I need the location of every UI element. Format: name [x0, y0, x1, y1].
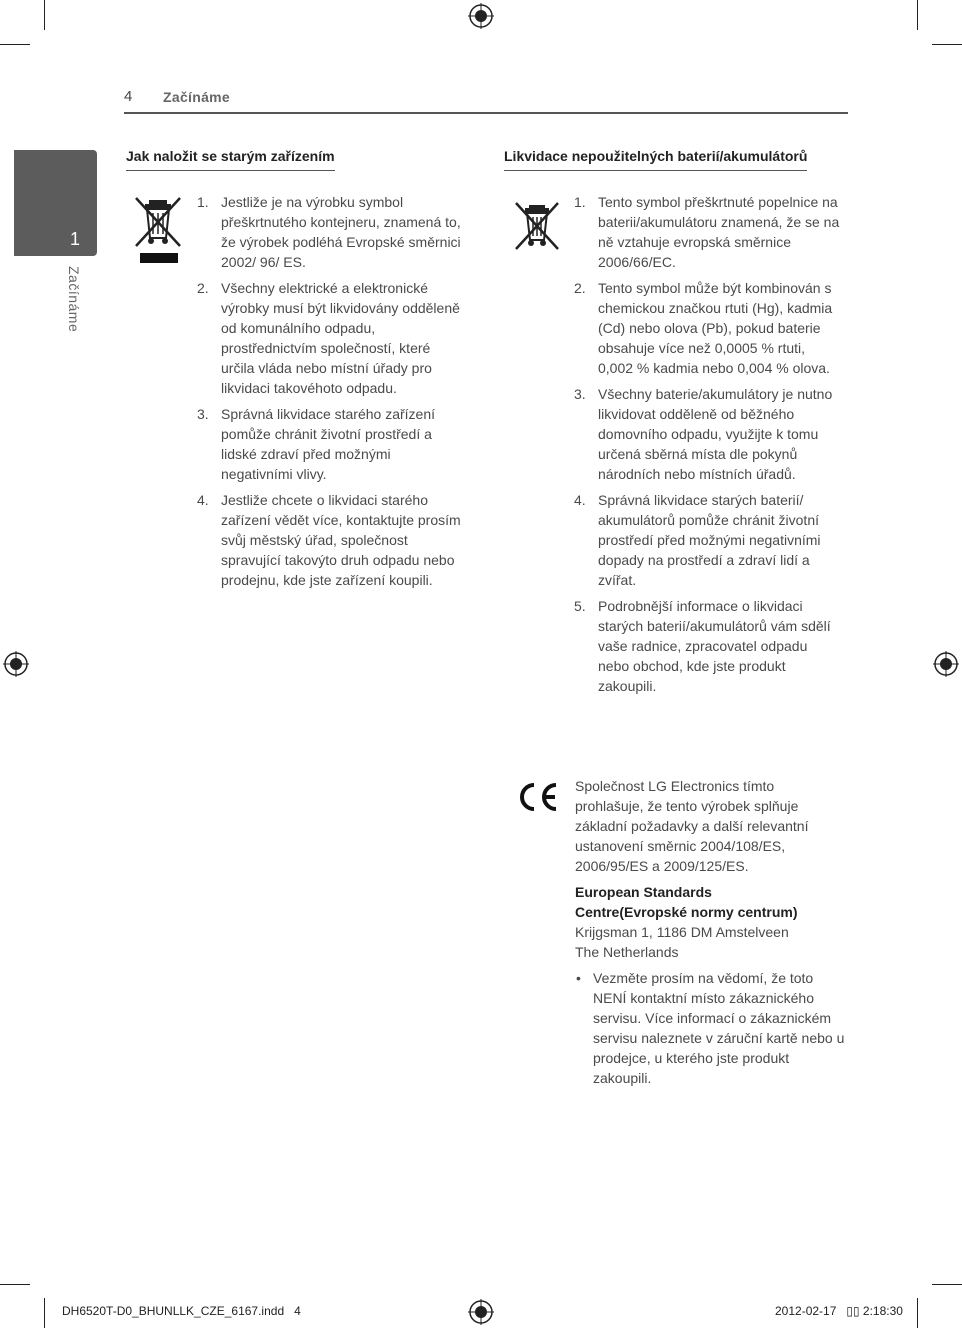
- crossed-out-bin-icon: [513, 200, 561, 252]
- org-name: European Standards: [575, 884, 712, 900]
- list-item: 1. Tento symbol přeškrtnuté popelnice na baterii/akumulátoru znamená, že se na ně vztahuje evropská směrnice 2006/66/EC.: [574, 194, 840, 270]
- crop-mark: [44, 1298, 45, 1328]
- ce-declaration-block: [575, 776, 845, 1088]
- list-item: • Vezměte prosím na vědomí, že toto NENÍ kontaktní místo zákaznického servisu. Více informací o zákaznickém servisu naleznete v záruční kartě nebo u prodejce, u kterého jste produkt zakoupili.: [576, 970, 845, 1086]
- list-item: 2. Všechny elektrické a elektronické výrobky musí být likvidovány odděleně od komunálního odpadu, prostřednictvím společností, které určila vláda nebo místní úřady pro likvidaci takovéhoto odpadu.: [197, 280, 460, 396]
- crop-mark: [917, 0, 918, 30]
- chapter-tab-label: Začínáme: [66, 266, 82, 333]
- section-heading: Likvidace nepoužitelných baterií/akumulátorů: [504, 148, 807, 171]
- crop-mark: [917, 1298, 918, 1328]
- org-address: The Netherlands: [575, 944, 679, 960]
- list-item: 2. Tento symbol může být kombinován s chemickou značkou rtuti (Hg), kadmia (Cd) nebo olova (Pb), pokud baterie obsahuje více než 0,0005 % rtuti, 0,002 % kadmia nebo 0,004 % olova.: [574, 280, 833, 376]
- crop-mark: [44, 0, 45, 30]
- note-list: [575, 968, 845, 1088]
- registration-mark-icon: [468, 1299, 494, 1325]
- bullet-icon: •: [576, 970, 581, 986]
- right-section: [504, 148, 849, 171]
- left-list: [197, 192, 465, 596]
- timestamp: 2012-02-17 ▯▯ 2:18:30: [775, 1304, 903, 1318]
- registration-mark-icon: [933, 651, 959, 677]
- ce-declaration: Společnost LG Electronics tímto prohlašuje, že tento výrobek splňuje základní požadavky a další relevantní ustanovení směrnic 2004/108/ES, 2006/95/ES a 2009/125/ES.: [575, 778, 809, 874]
- list-item: 3. Všechny baterie/akumulátory je nutno likvidovat odděleně od běžného domovního odpadu, využijte k tomu určená sběrná místa dle pokynů národních nebo místních úřadů.: [574, 386, 833, 482]
- list-item: 5. Podrobnější informace o likvidaci starých baterií/akumulátorů vám sdělí vaše radnice, zpracovatel odpadu nebo obchod, kde jste produkt zakoupili.: [574, 598, 831, 694]
- registration-mark-icon: [3, 651, 29, 677]
- crossed-out-bin-icon: [132, 194, 184, 266]
- ce-mark-icon: [514, 778, 560, 816]
- crop-mark: [932, 1284, 962, 1285]
- list-item: 3. Správná likvidace starého zařízení pomůže chránit životní prostředí a lidské zdraví před možnými negativními vlivy.: [197, 406, 435, 482]
- left-section: [126, 148, 466, 171]
- header-rule: [124, 112, 848, 114]
- list-item: 4. Jestliže chcete o likvidaci starého zařízení vědět více, kontaktujte prosím svůj městský úřad, společnost spravující takovýto druh odpadu nebo prodejnu, kde jste zařízení koupili.: [197, 492, 461, 588]
- page-number: 4: [124, 88, 133, 105]
- list-item: 4. Správná likvidace starých baterií/ akumulátorů pomůže chránit životní prostředí před možnými negativními dopady na prostředí a zdraví lidí a zvířat.: [574, 492, 821, 588]
- crop-mark: [0, 1284, 30, 1285]
- org-address: Krijgsman 1, 1186 DM Amstelveen: [575, 924, 789, 940]
- chapter-tab: [14, 150, 97, 256]
- chapter-title: Začínáme: [163, 89, 230, 105]
- chapter-tab-number: 1: [70, 229, 81, 249]
- file-info: DH6520T-D0_BHUNLLK_CZE_6167.indd 4: [62, 1304, 301, 1318]
- section-heading: Jak naložit se starým zařízením: [126, 148, 335, 171]
- org-name: Centre(Evropské normy centrum): [575, 904, 798, 920]
- list-item: 1. Jestliže je na výrobku symbol přeškrtnutého kontejneru, znamená to, že výrobek podléhá Evropské směrnici 2002/ 96/ ES.: [197, 194, 461, 270]
- crop-mark: [932, 44, 962, 45]
- registration-mark-icon: [468, 3, 494, 29]
- crop-mark: [0, 44, 30, 45]
- right-list: [574, 192, 842, 702]
